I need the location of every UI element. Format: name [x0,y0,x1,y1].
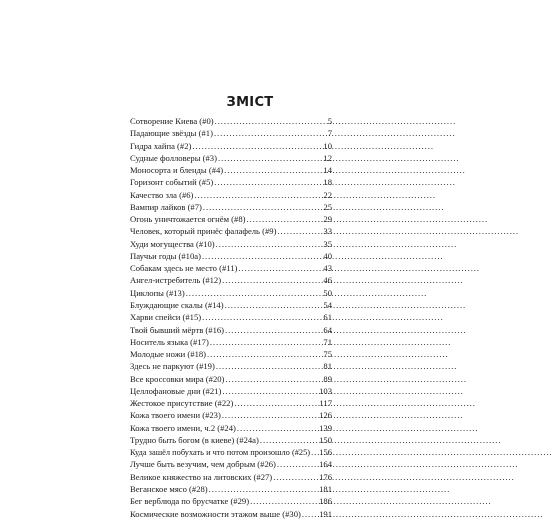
toc-entry [130,458,332,470]
toc-entry [130,201,332,213]
toc-dot-leader [273,471,318,483]
toc-dot-leader [222,409,318,421]
toc-entry-label: Паучьи годы (#10a) [130,250,201,261]
toc-entry-label: Харви спейси (#15) [130,312,202,323]
toc-dot-leader [311,446,318,458]
toc-dot-leader [192,140,322,152]
toc-entry [130,434,332,446]
toc-entry [130,397,332,409]
toc-entry [130,274,332,286]
toc-entry-label: Лучше быть везучим, чем добрым (#26) [130,459,276,470]
toc-entry-page-number: 50 [323,287,332,298]
toc-entry [130,115,332,127]
toc-dot-leader [247,213,323,225]
toc-entry-page-number: 181 [319,483,332,494]
toc-entry [130,311,332,323]
toc-entry [130,189,332,201]
toc-dot-leader [277,458,318,470]
toc-entry-label: Ангел-истребитель (#12) [130,275,222,286]
toc-dot-leader [207,348,322,360]
toc-entry-label: Падающие звёзды (#1) [130,128,213,139]
toc-entry-label: Куда зашёл побухать и что потом произошло (#25) [130,448,311,458]
toc-entry [130,127,332,139]
toc-dot-leader [202,250,322,262]
toc-entry [130,360,332,372]
toc-entry [130,299,332,311]
toc-entry [130,213,332,225]
toc-entry [130,140,332,152]
toc-entry [130,409,332,421]
toc-entry-label: Моносорта и бленды (#4) [130,165,224,176]
toc-entry-label: Огонь уничтожается огнём (#8) [130,214,246,225]
toc-entry [130,348,332,360]
toc-entry [130,287,332,299]
toc-entry-page-number: 89 [323,373,332,384]
toc-entry [130,152,332,164]
toc-entry-page-number: 5 [327,116,332,126]
toc-entry [130,238,332,250]
toc-entry-page-number: 43 [323,263,332,274]
toc-entry-page-number: 81 [323,361,332,372]
toc-entry-label: Все кроссовки мира (#20) [130,373,225,384]
toc-dot-leader [234,397,318,409]
toc-dot-leader [224,164,322,176]
toc-entry [130,471,332,483]
toc-dot-leader [218,152,322,164]
toc-entry-label: Здесь не паркуют (#19) [130,361,215,372]
toc-dot-leader [194,189,322,201]
toc-dot-leader [216,238,323,250]
toc-dot-leader [238,262,322,274]
toc-dot-leader [203,201,323,213]
toc-entry-label: Гидра хайпа (#2) [130,140,192,151]
toc-dot-leader [222,274,322,286]
toc-entry-label: Космические возможности этажом выше (#30) [130,508,301,519]
toc-entry-label: Трудно быть богом (в киеве) (#24а) [130,434,259,445]
toc-entry-page-number: 46 [323,275,332,286]
toc-entry [130,324,332,336]
toc-dot-leader [186,287,323,299]
toc-dot-leader [225,299,323,311]
toc-entry-label: Бег верблюда по брусчатке (#29) [130,496,250,507]
toc-entry [130,262,332,274]
toc-entry-page-number: 54 [323,299,332,310]
toc-entry-page-number: 40 [323,250,332,261]
toc-entry-page-number: 117 [319,398,332,409]
toc-dot-leader [210,336,323,348]
toc-dot-leader [302,508,318,520]
toc-entry-page-number: 71 [323,336,332,347]
toc-dot-leader [214,176,322,188]
toc-dot-leader [225,373,322,385]
toc-entry-page-number: 10 [323,140,332,151]
toc-entry [130,225,332,237]
toc-entry-label: Носитель языка (#17) [130,336,209,347]
toc-entry [130,422,332,434]
toc-entry [130,250,332,262]
toc-dot-leader [215,115,327,127]
toc-entry-label: Судные фолловеры (#3) [130,152,217,163]
toc-dot-leader [214,127,327,139]
toc-entry-page-number: 7 [327,128,332,139]
toc-entry-label: Кожа твоего имени, ч.2 (#24) [130,422,236,433]
toc-entry-label: Сотворение Киева (#0) [130,116,214,126]
toc-entry-label: Вампир лайков (#7) [130,201,202,212]
toc-entry-label: Блуждающие скалы (#14) [130,299,224,310]
toc-entry-page-number: 64 [323,324,332,335]
toc-entry-page-number: 191 [319,508,332,519]
toc-entry-page-number: 75 [323,349,332,360]
toc-entry-page-number: 18 [323,177,332,188]
toc-entry-page-number: 150 [319,434,332,445]
toc-entry-page-number: 126 [319,410,332,421]
toc-entry-label: Твой бывший мёртв (#16) [130,324,225,335]
toc-entry-page-number: 139 [319,422,332,433]
toc-entry [130,373,332,385]
toc-entry-page-number: 25 [323,201,332,212]
toc-entry-label: Циклопы (#13) [130,287,185,298]
toc-entry-label: Худи могущества (#10) [130,238,215,249]
toc-dot-leader [237,422,318,434]
toc-entry-label: Великое княжество на литовских (#27) [130,471,273,482]
toc-entry-page-number: 176 [319,471,332,482]
toc-entry [130,336,332,348]
toc-entry-page-number: 33 [323,226,332,237]
toc-dot-leader [277,225,322,237]
toc-entry [130,483,332,495]
toc-entry-page-number: 61 [323,312,332,323]
toc-dot-leader [209,483,318,495]
toc-title: ЗМІСТ [226,95,274,110]
toc-entry [130,176,332,188]
toc-dot-leader [250,495,318,507]
toc-entry-label: Горизонт событий (#5) [130,177,214,188]
toc-entry-page-number: 35 [323,238,332,249]
toc-entry [130,385,332,397]
toc-list [130,115,332,520]
toc-dot-leader [222,385,318,397]
toc-entry-page-number: 103 [319,385,332,396]
toc-dot-leader [260,434,318,446]
toc-entry-label: Качество зла (#6) [130,189,194,200]
toc-entry [130,446,332,458]
toc-entry-page-number: 29 [323,214,332,225]
toc-entry-label: Жестокое присутствие (#22) [130,398,234,409]
toc-entry-page-number: 186 [319,496,332,507]
toc-entry [130,164,332,176]
toc-dot-leader [202,311,322,323]
toc-entry-page-number: 156 [319,447,332,458]
toc-entry [130,495,332,507]
toc-entry-page-number: 12 [323,152,332,163]
toc-entry-page-number: 22 [323,189,332,200]
toc-entry-label: Веганское мясо (#28) [130,483,208,494]
toc-entry-label: Собакам здесь не место (#11) [130,263,238,274]
toc-entry [130,508,332,520]
toc-dot-leader [216,360,323,372]
toc-entry-label: Целлофановые дни (#21) [130,385,222,396]
toc-entry-page-number: 14 [323,165,332,176]
toc-entry-label: Человек, который принёс фалафель (#9) [130,226,277,237]
toc-entry-label: Молодые ножи (#18) [130,349,207,360]
toc-dot-leader [225,324,322,336]
toc-entry-page-number: 164 [319,459,332,470]
toc-entry-label: Кожа твоего имени (#23) [130,410,221,421]
